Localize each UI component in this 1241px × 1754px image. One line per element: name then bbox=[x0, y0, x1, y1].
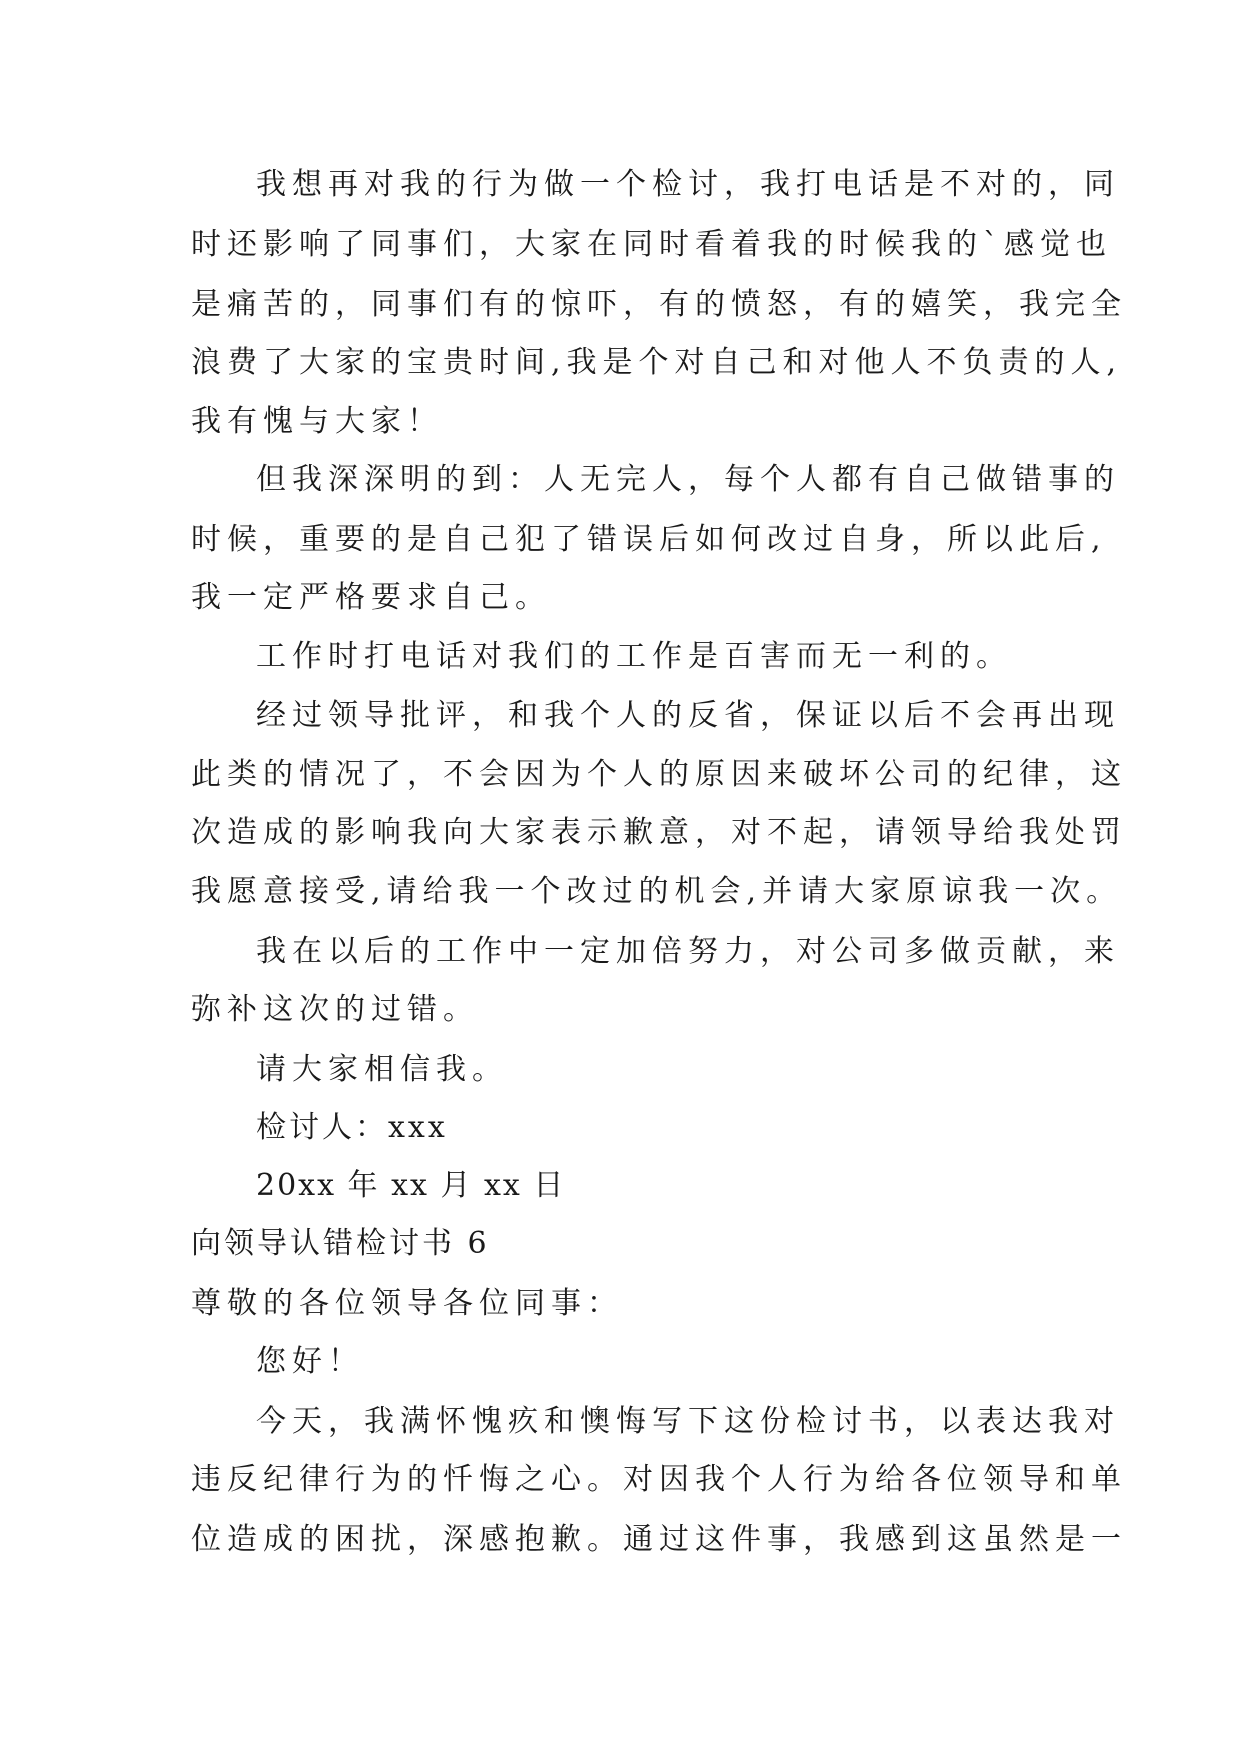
text-line: 请大家相信我。 bbox=[256, 1052, 508, 1087]
text-line: 但我深深明的到：人无完人，每个人都有自己做错事的 bbox=[256, 462, 1120, 497]
text-line: 违反纪律行为的忏悔之心。对因我个人行为给各位领导和单 bbox=[191, 1462, 1127, 1497]
text-line: 工作时打电话对我们的工作是百害而无一利的。 bbox=[256, 639, 1012, 674]
text-line: 我一定严格要求自己。 bbox=[191, 580, 551, 615]
text-line: 我有愧与大家！ bbox=[191, 404, 443, 439]
signature-line: 检讨人：xxx bbox=[256, 1110, 448, 1145]
date-line: 20xx 年 xx 月 xx 日 bbox=[256, 1168, 566, 1203]
text-line: 此类的情况了，不会因为个人的原因来破坏公司的纪律，这 bbox=[191, 757, 1127, 792]
text-line: 次造成的影响我向大家表示歉意，对不起，请领导给我处罚 bbox=[191, 815, 1127, 850]
text-line: 今天，我满怀愧疚和懊悔写下这份检讨书，以表达我对 bbox=[256, 1404, 1120, 1439]
section-heading: 向领导认错检讨书 6 bbox=[191, 1226, 490, 1261]
text-line: 弥补这次的过错。 bbox=[191, 992, 479, 1027]
text-line: 时还影响了同事们，大家在同时看着我的时候我的`感觉也 bbox=[191, 227, 1112, 262]
text-line: 我想再对我的行为做一个检讨，我打电话是不对的，同 bbox=[256, 167, 1120, 202]
text-line: 是痛苦的，同事们有的惊吓，有的愤怒，有的嬉笑，我完全 bbox=[191, 287, 1127, 322]
text-line: 我在以后的工作中一定加倍努力，对公司多做贡献，来 bbox=[256, 934, 1120, 969]
text-line: 位造成的困扰，深感抱歉。通过这件事，我感到这虽然是一 bbox=[191, 1522, 1127, 1557]
text-line: 经过领导批评，和我个人的反省，保证以后不会再出现 bbox=[256, 698, 1120, 733]
text-line: 浪费了大家的宝贵时间,我是个对自己和对他人不负责的人, bbox=[191, 345, 1123, 380]
greeting: 您好！ bbox=[256, 1344, 364, 1379]
salutation: 尊敬的各位领导各位同事： bbox=[191, 1286, 623, 1321]
text-line: 时候，重要的是自己犯了错误后如何改过自身，所以此后, bbox=[191, 522, 1107, 557]
text-line: 我愿意接受,请给我一个改过的机会,并请大家原谅我一次。 bbox=[191, 874, 1123, 909]
